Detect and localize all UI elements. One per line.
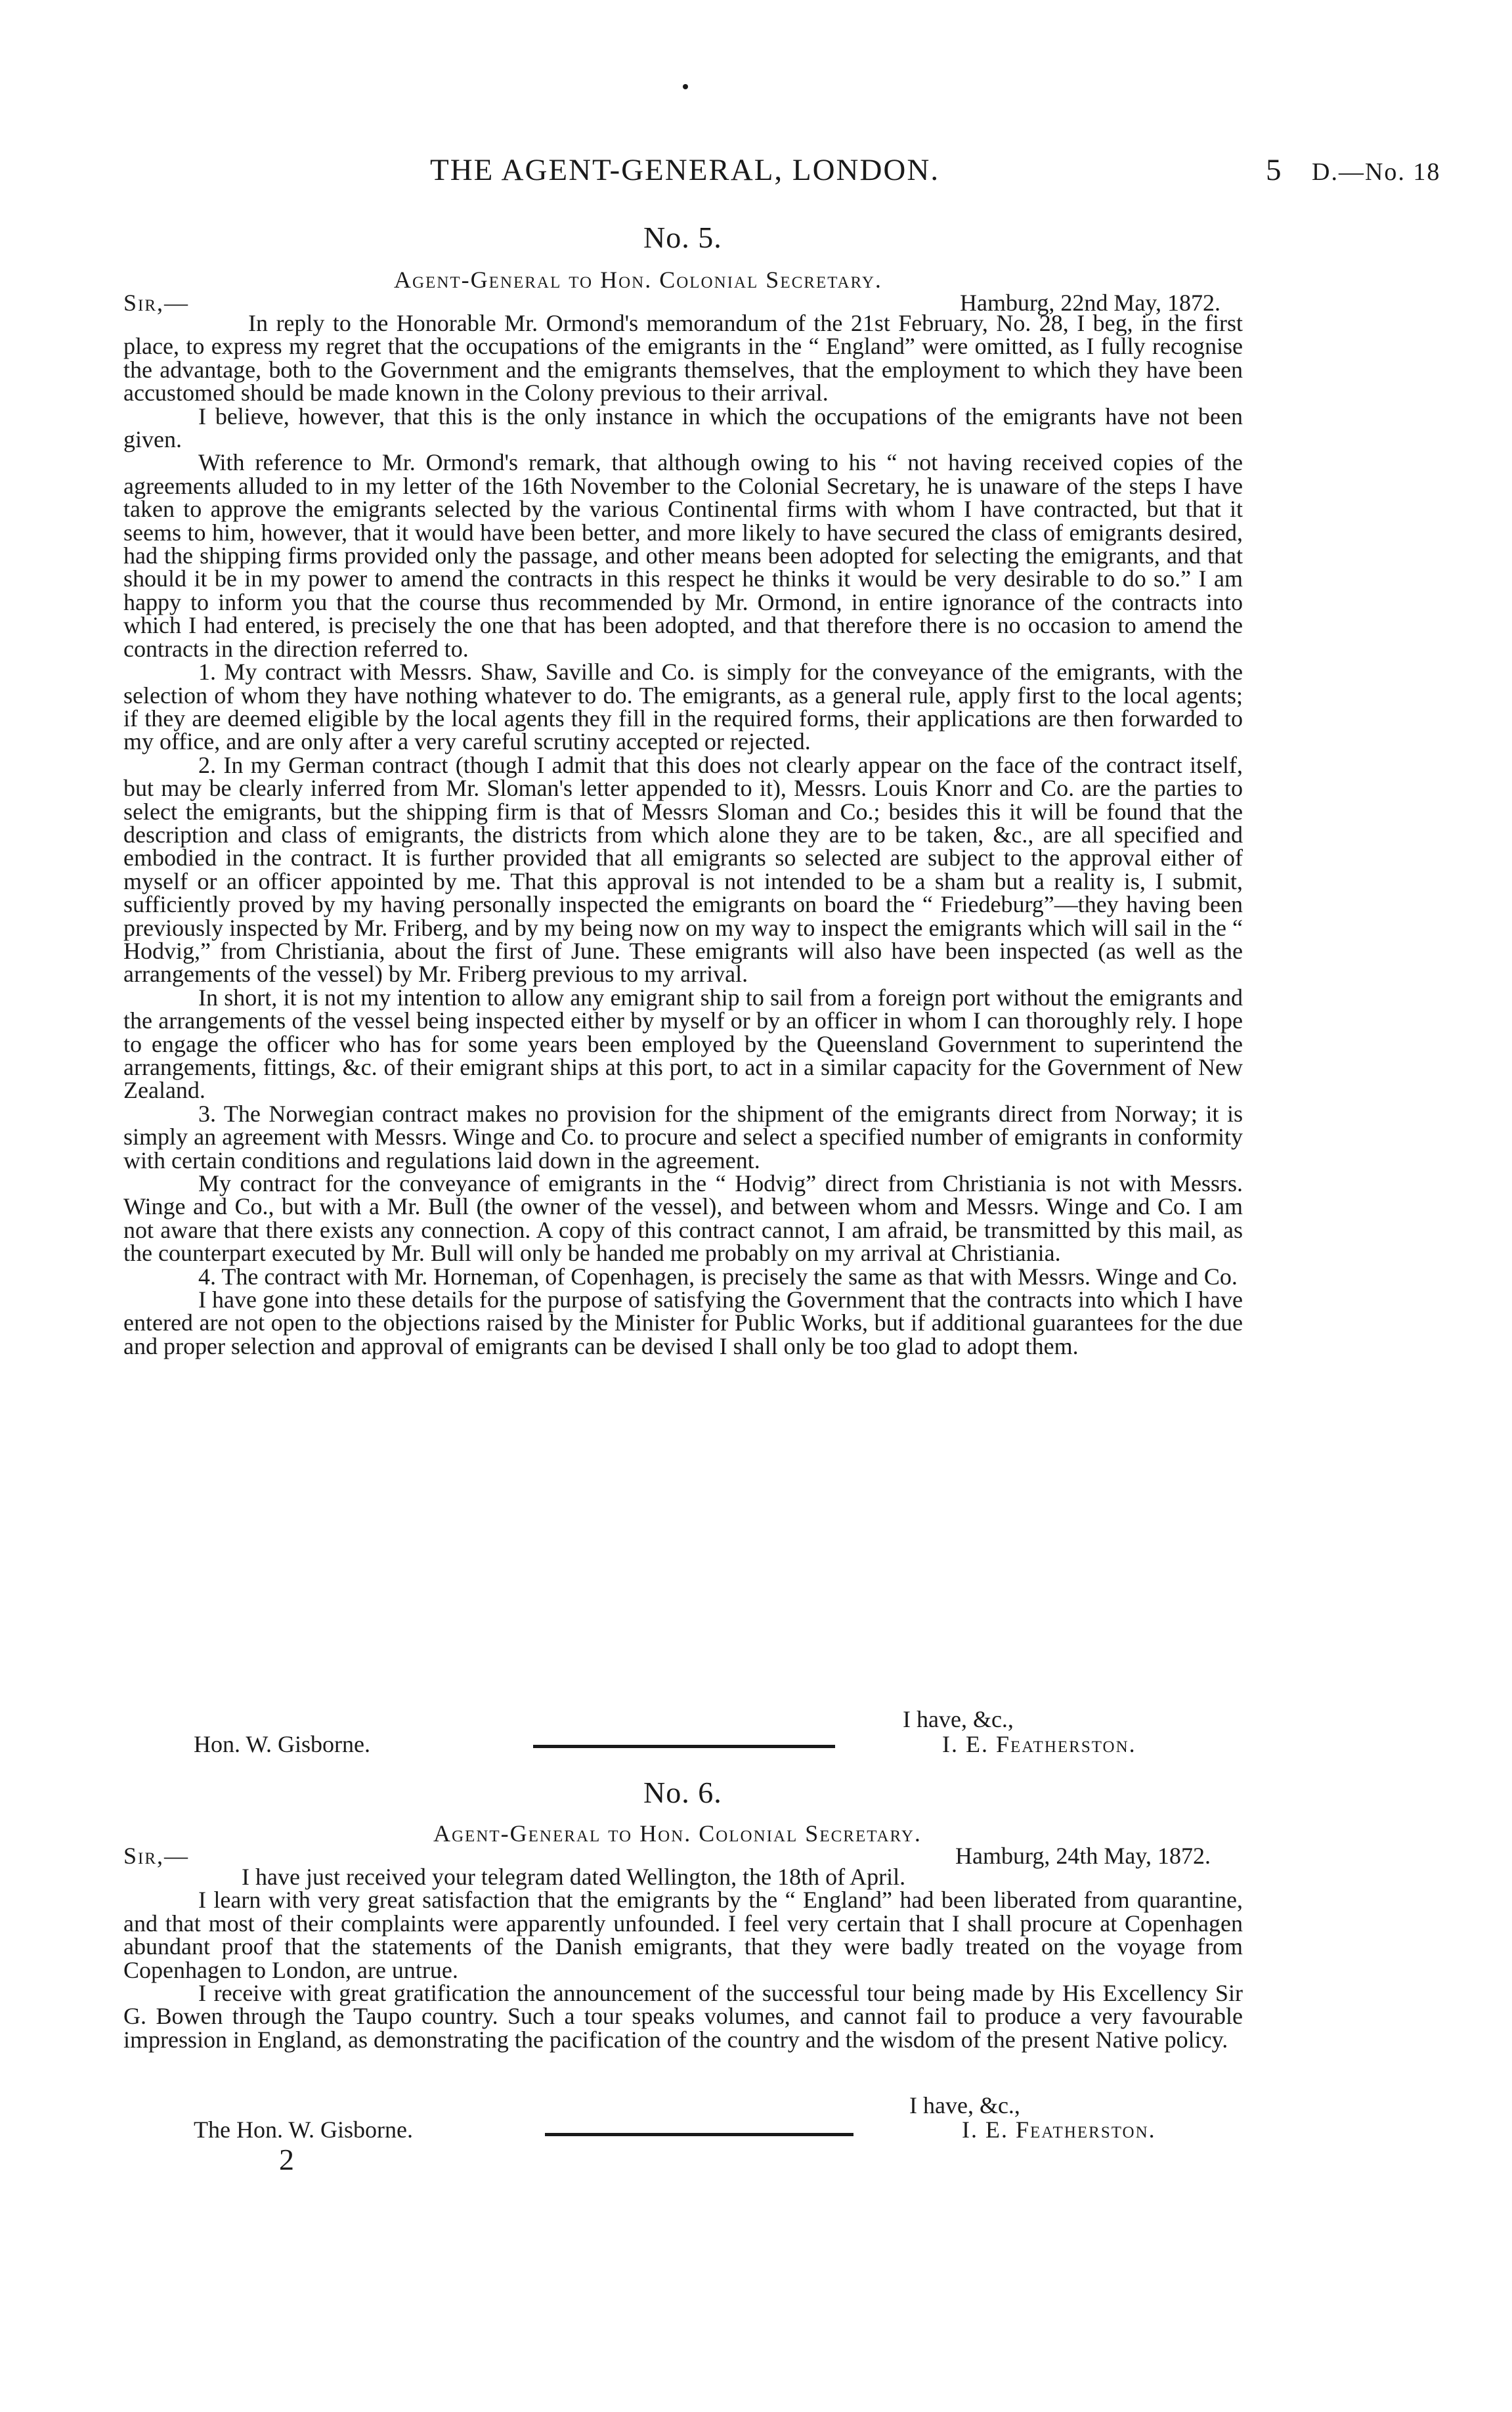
signature: I. E. Featherston. xyxy=(942,1731,1136,1757)
paragraph: I learn with very great satisfaction that the emigrants by the “ England” had been liberated from quarantine, and that most of their complaints were apparently unfounded. I feel very certain that I shall procure at Copenhagen abundant proof that the statements of the Danish emigrants, that they were badly treated on the voyage from Copenhagen to London, are untrue. xyxy=(123,1887,1243,1983)
document-reference: D.—No. 18 xyxy=(1312,158,1441,186)
letter-heading: Agent-General to Hon. Colonial Secretary. xyxy=(394,267,882,293)
page-number: 5 xyxy=(1266,153,1283,187)
paragraph: 3. The Norwegian contract makes no provision for the shipment of the emigrants direct from Norway; it is simply an agreement with Messrs. Winge and Co. to procure and select a specified number of emigrants in conformity with certain conditions and regulations laid down in the agreement. xyxy=(123,1100,1243,1173)
paragraph: 1. My contract with Messrs. Shaw, Saville and Co. is simply for the conveyance of the emigrants, with the selection of whom they have nothing whatever to do. The emigrants, as a general rule, apply first to the local agents; if they are deemed eligible by the local agents they fill in the required forms, their applications are then forwarded to my office, and are only after a very careful scrutiny accepted or rejected. xyxy=(123,659,1243,755)
paragraph: With reference to Mr. Ormond's remark, that although owing to his “ not having received copies of the agreements alluded to in my letter of the 16th November to the Colonial Secretary, he is unaware of the steps I have taken to approve the emigrants selected by the various Continental firms with whom I have contracted, but that it seems to him, however, that it would have been better, and more likely to have secured the class of emigrants desired, had the shipping firms provided only the passage, and other means been adopted for selecting the emigrants, and that should it be in my power to amend the contracts in this respect he thinks it would be very desirable to do so.” I am happy to inform you that the course thus recommended by Mr. Ormond, in entire ignorance of the contracts into which I had entered, is precisely the one that has been adopted, and that therefore there is no occasion to amend the contracts in the direction referred to. xyxy=(123,449,1243,662)
salutation: Sir,— xyxy=(123,1843,190,1869)
paragraph: In short, it is not my intention to allow any emigrant ship to sail from a foreign port without the emigrants and the arrangements of the vessel being inspected either by myself or by an officer in whom I can thoroughly rely. I hope to engage the officer who has for some years been employed by the Queensland Government to superintend the arrangements, fittings, &c. of their emigrant ships at this port, to act in a similar capacity for the Government of New Zealand. xyxy=(123,984,1243,1104)
salutation: Sir,— xyxy=(123,290,190,316)
letter-heading: Agent-General to Hon. Colonial Secretary. xyxy=(433,1820,922,1847)
divider-rule xyxy=(533,1745,835,1748)
closing: I have, &c., xyxy=(909,2092,1020,2118)
signature: I. E. Featherston. xyxy=(962,2116,1156,2143)
paragraph: My contract for the conveyance of emigrants in the “ Hodvig” direct from Christiania is not with Messrs. Winge and Co., but with a Mr. Bull (the owner of the vessel), and between whom and Messrs. Winge and Co. I am not aware that there exists any connection. A copy of this contract cannot, I am afraid, be transmitted by this mail, as the counterpart executed by Mr. Bull will only be handed me probably on my arrival at Christiania. xyxy=(123,1170,1243,1267)
paragraph: 4. The contract with Mr. Horneman, of Copenhagen, is precisely the same as that with Messrs. Winge and Co. xyxy=(198,1263,1238,1290)
letter-number: No. 5. xyxy=(643,221,722,254)
dateline: Hamburg, 22nd May, 1872. xyxy=(960,290,1220,316)
paragraph: I believe, however, that this is the only instance in which the occupations of the emigrants have not been given. xyxy=(123,403,1243,453)
paragraph: In reply to the Honorable Mr. Ormond's memorandum of the 21st February, No. 28, I beg, in the first place, to express my regret that the occupations of the emigrants in the “ England” were omitted, as I fully recognise the advantage, both to the Government and the emigrants themselves, that the employment to which they have been accustomed should be made known in the Colony previous to their arrival. xyxy=(123,310,1243,406)
paragraph: I have gone into these details for the purpose of satisfying the Government that the contracts into which I have entered are not open to the objections raised by the Minister for Public Works, but if additional guarantees for the due and proper selection and approval of emigrants can be devised I shall only be too glad to adopt them. xyxy=(123,1286,1243,1359)
letter-body xyxy=(123,312,1243,1358)
dateline: Hamburg, 24th May, 1872. xyxy=(955,1843,1211,1869)
printer-mark xyxy=(683,84,688,89)
divider-rule xyxy=(545,2133,853,2136)
sheet-number: 2 xyxy=(279,2143,294,2176)
paragraph: 2. In my German contract (though I admit that this does not clearly appear on the face of the contract itself, but may be clearly inferred from Mr. Sloman's letter appended to it), Messrs. Louis Knorr and Co. are the parties to select the emigrants, but the shipping firm is that of Messrs Sloman and Co.; besides this it will be found that the description and class of emigrants, the districts from which alone they are to be taken, &c., are all specified and embodied in the contract. It is further provided that all emigrants so selected are subject to the approval either of myself or an officer appointed by me. That this approval is not intended to be a sham but a reality is, I submit, sufficiently proved by my having personally inspected the emigrants on board the “ Friedeburg”—they having been previously inspected by Mr. Friberg, and by my being now on my way to inspect the emigrants which will sail in the “ Hodvig,” from Christiania, about the first of June. These emigrants will also have been inspected (as well as the arrangements of the vessel) by Mr. Friberg previous to my arrival. xyxy=(123,751,1243,988)
paragraph: I receive with great gratification the announcement of the successful tour being made by His Excellency Sir G. Bowen through the Taupo country. Such a tour speaks volumes, and cannot fail to produce a very favourable impression in England, as demonstrating the pacification of the country and the wisdom of the present Native policy. xyxy=(123,1980,1243,2053)
running-title: THE AGENT-GENERAL, LONDON. xyxy=(430,153,940,187)
paragraph: I have just received your telegram dated Wellington, the 18th of April. xyxy=(242,1864,906,1890)
letter-number: No. 6. xyxy=(643,1776,722,1809)
addressee: Hon. W. Gisborne. xyxy=(194,1731,370,1757)
letter-body xyxy=(123,1866,1243,2051)
closing: I have, &c., xyxy=(903,1706,1014,1732)
addressee: The Hon. W. Gisborne. xyxy=(194,2116,413,2143)
